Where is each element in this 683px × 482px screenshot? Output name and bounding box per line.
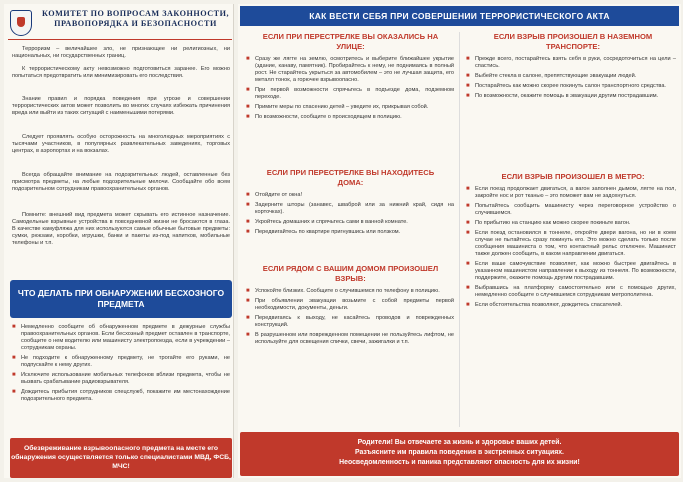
transport-title: ЕСЛИ ВЗРЫВ ПРОИЗОШЕЛ В НАЗЕМНОМ ТРАНСПОРТЕ:: [493, 32, 653, 51]
left-header: [8, 6, 232, 40]
list-item: ■ При объявлении эвакуации возьмите с собой предметы первой необходимости, документы, деньги.: [246, 298, 454, 312]
home-title: ЕСЛИ ПРИ ПЕРЕСТРЕЛКЕ ВЫ НАХОДИТЕСЬ ДОМА:: [266, 168, 435, 187]
street-title: ЕСЛИ ПРИ ПЕРЕСТРЕЛКЕ ВЫ ОКАЗАЛИСЬ НА УЛИЦЕ:: [262, 32, 439, 51]
intro-paragraph: К террористическому акту невозможно подготовиться заранее. Его можно попытаться предотвратить или минимизировать его последствия.: [12, 66, 230, 79]
home-list: [246, 192, 454, 239]
list-item: ■ Выбравшись на платформу самостоятельно или с помощью других, немедленно сообщите о случившемся сотрудникам метрополитена.: [466, 285, 676, 299]
list-item: ■ Успокойте близких. Сообщите о случившемся по телефону в полицию.: [246, 288, 454, 295]
list-item: ■ Если поезд продолжает двигаться, а вагон заполнен дымом, лягте на пол, закройте нос и рот тканью – это поможет вам не задохнуться.: [466, 186, 676, 200]
list-item: ■ При первой возможности спрячьтесь в подъезде дома, подземном переходе.: [246, 87, 454, 101]
intro-paragraph: Следует проявлять особую осторожность на многолюдных мероприятиях с тысячами участников, в популярных развлекательных заведениях, торговых центрах, в аэропортах и на вокзалах.: [12, 134, 230, 154]
list-item: ■ Если обстоятельства позволяют, дождитесь спасателей.: [466, 302, 676, 309]
list-item: ■ По прибытию на станцию как можно скорее покиньте вагон.: [466, 220, 676, 227]
list-item: ■ Укройтесь домашних и спрячьтесь сами в ванной комнате.: [246, 219, 454, 226]
list-item: ■ Сразу же лягте на землю, осмотритесь и выберите ближайшее укрытие (здание, канаву, памятник). Пробирайтесь к нему, не поднимаясь в полный рост. Не старайтесь укрыться за автомобилем – это не лучшая защита, его металл тонок, а горючее взрывоопасно.: [246, 56, 454, 84]
list-item: ■ Отойдите от окна!: [246, 192, 454, 199]
parents-warning-footer: [240, 432, 679, 476]
metro-title: ЕСЛИ ВЗРЫВ ПРОИЗОШЕЛ В МЕТРО:: [501, 172, 645, 181]
list-item: ■ Немедленно сообщите об обнаруженном предмете в дежурные службы правоохранительных органов. Если бесхозный предмет оставлен в транспорте, сообщите о нем водителю или машинисту электропоезда, если в учреждении – сотрудникам охраны.: [12, 324, 230, 352]
footer-line: Родители! Вы отвечаете за жизнь и здоровье ваших детей.: [357, 439, 562, 446]
footer-line: Неосведомленность и паника представляют опасность для их жизни!: [339, 459, 580, 466]
list-item: ■ Исключите использование мобильных телефонов вблизи предмета, чтобы не вызвать срабатывание радиовзрывателя.: [12, 372, 230, 386]
right-panel: [238, 4, 681, 478]
list-item: ■ По возможности, сообщите о происходящем в полицию.: [246, 114, 454, 121]
street-list: [246, 56, 454, 124]
footer-line: Разъясните им правила поведения в экстренных ситуациях.: [355, 449, 564, 456]
list-item: ■ Передвигайтесь по квартире пригнувшись или ползком.: [246, 229, 454, 236]
intro-paragraph: Знание правил и порядка поведения при угрозе и совершении террористических актов может позволить во многих случаях избежать причинения вреда или выйти из таких ситуаций с наименьшими потерями.: [12, 96, 230, 116]
committee-name: КОМИТЕТ ПО ВОПРОСАМ ЗАКОННОСТИ, ПРАВОПОРЯДКА И БЕЗОПАСНОСТИ: [41, 9, 230, 28]
metro-list: [466, 186, 676, 312]
list-item: ■ Дождитесь прибытия сотрудников спецслужб, покажите им местонахождение подозрительного предмета.: [12, 389, 230, 403]
find-object-banner: ЧТО ДЕЛАТЬ ПРИ ОБНАРУЖЕНИИ БЕСХОЗНОГО ПРЕДМЕТА: [10, 280, 232, 318]
nearby-explosion-title: ЕСЛИ РЯДОМ С ВАШИМ ДОМОМ ПРОИЗОШЕЛ ВЗРЫВ:: [262, 264, 439, 283]
column-divider: [459, 32, 460, 427]
list-item: ■ Примите меры по спасению детей – уведите их, прикрывая собой.: [246, 104, 454, 111]
nearby-explosion-list: [246, 288, 454, 349]
intro-paragraph: Терроризм – величайшее зло, не признающее ни религиозных, ни национальных, ни государственных границ.: [12, 46, 230, 59]
transport-list: [466, 56, 676, 103]
list-item: ■ Задерните шторы (занавес, шваброй или за нижний край, сидя на корточках).: [246, 202, 454, 216]
list-item: ■ Попытайтесь сообщить машинисту через переговорное устройство о случившемся.: [466, 203, 676, 217]
list-item: ■ Если поезд остановился в тоннеле, откройте двери вагона, но ни в коем случае не пытайтесь сразу покинуть его. Это можно сделать только после сообщения машиниста о том, что контактный рельс отключен. Машинист также должен сообщить, в каком направлении двигаться.: [466, 230, 676, 258]
list-item: ■ Выбейте стекла в салоне, препятствующие эвакуации людей.: [466, 73, 676, 80]
intro-paragraph: Помните: внешний вид предмета может скрывать его истинное назначение. Самодельные взрывные устройства в повседневной жизни не бросаются в глаза. В качестве камуфляжа для них используются самые обычные бытовые предметы: сумки, рюкзаки, коробки, игрушки, банки и пакеты из-под напитков, мобильные телефоны и т.п.: [12, 212, 230, 246]
list-item: ■ Передвигаясь к выходу, не касайтесь проводов и поврежденных конструкций.: [246, 315, 454, 329]
list-item: ■ Прежде всего, постарайтесь взять себя в руки, сосредоточиться на цели – спастись.: [466, 56, 676, 70]
terror-act-header: КАК ВЕСТИ СЕБЯ ПРИ СОВЕРШЕНИИ ТЕРРОРИСТИЧЕСКОГО АКТА: [240, 6, 679, 26]
list-item: ■ Не подходите к обнаруженному предмету, не трогайте его руками, не подпускайте к нему других.: [12, 355, 230, 369]
list-item: ■ По возможности, окажите помощь в эвакуации другим пострадавшим.: [466, 93, 676, 100]
list-item: ■ В разрушенном или поврежденном помещении не пользуйтесь лифтом, не используйте для освещения спички, свечи, зажигалки и т.п.: [246, 332, 454, 346]
left-warning-footer: Обезвреживание взрывоопасного предмета на месте его обнаружения осуществляется только специалистами МВД, ФСБ, МЧС!: [10, 438, 232, 478]
shield-emblem-icon: [10, 10, 32, 36]
list-item: ■ Постарайтесь как можно скорее покинуть салон транспортного средства.: [466, 83, 676, 90]
find-object-list: [12, 324, 230, 406]
list-item: ■ Если ваше самочувствие позволяет, как можно быстрее двигайтесь в указанном машинистом направлении к выходу из тоннеля. По возможности, поддержите, окажите помощь другим пострадавшим.: [466, 261, 676, 282]
left-panel: [4, 4, 234, 478]
intro-paragraph: Всегда обращайте внимание на подозрительных людей, оставленные без присмотра предметы, на любые подозрительные мелочи. Сообщайте обо всем подозрительном сотрудникам правоохранительных органов.: [12, 172, 230, 192]
